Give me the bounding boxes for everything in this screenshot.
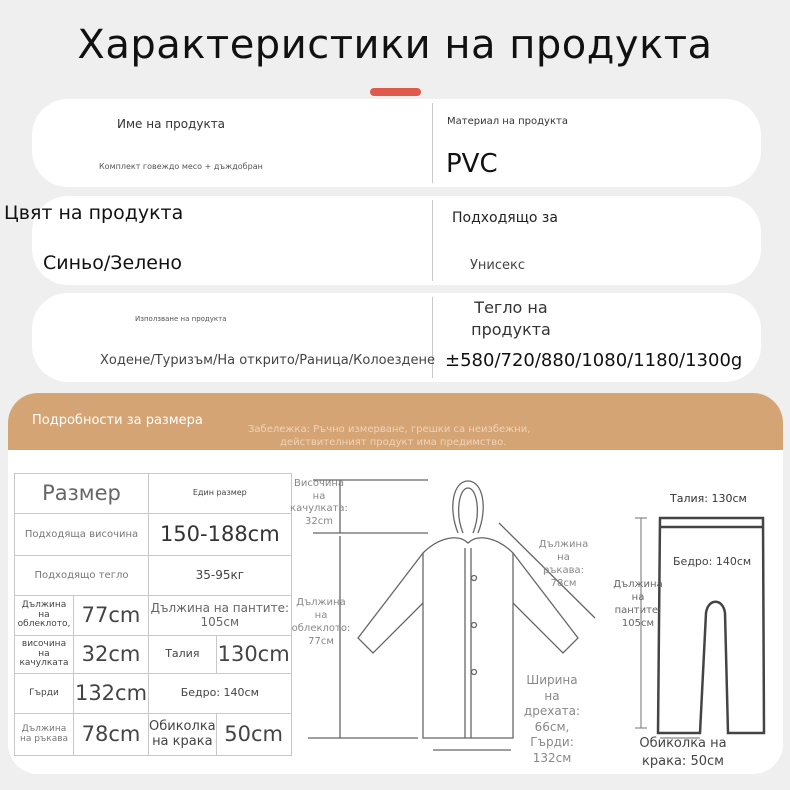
size-details-title: Подробности за размера	[32, 413, 203, 428]
garment-length-label: Дължина на облеклото,	[15, 596, 74, 636]
size-note-line2: действителният продукт има предимство.	[280, 437, 507, 448]
page-title: Характеристики на продукта	[77, 22, 713, 68]
waist-annotation: Талия: 130см	[670, 492, 747, 505]
size-details-header	[8, 393, 783, 450]
product-color-label: Цвят на продукта	[4, 202, 184, 224]
leg-circumference-value: 50cm	[216, 714, 291, 756]
product-color-value: Синьо/Зелено	[43, 252, 183, 274]
leg-circumference-label: Обиколка на крака	[149, 714, 217, 756]
spec-card-color-suitable	[4, 196, 761, 285]
suitable-for-label: Подходящо за	[452, 210, 558, 226]
suitable-height-label: Подходяща височина	[15, 514, 149, 556]
size-table	[14, 473, 292, 756]
sleeve-length-label: Дължина на ръкава	[15, 714, 74, 756]
hood-height-label: височина на качулката	[15, 636, 74, 674]
product-name-label: Име на продукта	[117, 117, 226, 131]
coat-length-annotation: Дължина на облеклото: 77см	[291, 597, 351, 647]
product-weight-value: ±580/720/880/1080/1180/1300g	[445, 350, 743, 371]
product-name-value: Комплект говеждо месо + дъждобран	[99, 162, 263, 171]
hip-annotation: Бедро: 140см	[673, 555, 752, 568]
size-label: Размер	[15, 474, 149, 514]
pants-length-annotation: Дължина на пантите: 105см	[613, 579, 663, 629]
size-note-line1: Забележка: Ръчно измерване, грешки са неизбежни,	[248, 424, 531, 435]
product-weight-label: Тегло на продукта	[471, 298, 551, 340]
card-divider	[432, 200, 433, 281]
spec-card-usage-weight	[32, 293, 761, 382]
size-details-section	[8, 393, 783, 774]
suitable-weight-label: Подходящо тегло	[15, 556, 149, 596]
product-usage-label: Използване на продукта	[135, 315, 227, 323]
hood-height-annotation: Височина на качулката: 32cm	[290, 478, 348, 527]
waist-label: Талия	[149, 636, 217, 674]
pants-length-label: Дължина на пантите: 105см	[149, 596, 292, 636]
chest-label: Гърди	[15, 674, 74, 714]
sleeve-length-value: 78cm	[74, 714, 149, 756]
coat-width-annotation: Ширина на дрехата: 66см, Гърди: 132см	[523, 673, 581, 765]
suitable-height-value: 150-188cm	[149, 514, 292, 556]
sleeve-length-annotation: Дължина на ръкава: 78см	[538, 539, 589, 589]
spec-card-name-material	[32, 99, 761, 187]
waist-value: 130cm	[216, 636, 291, 674]
card-divider	[432, 103, 433, 183]
product-material-label: Материал на продукта	[447, 116, 568, 127]
suitable-for-value: Унисекс	[470, 258, 526, 273]
chest-value: 132cm	[74, 674, 149, 714]
size-value: Един размер	[149, 474, 292, 514]
hood-height-value: 32cm	[74, 636, 149, 674]
title-accent-bar	[370, 88, 421, 96]
product-material-value: PVC	[446, 149, 498, 179]
product-usage-value: Ходене/Туризъм/На открито/Раница/Колоездене	[100, 353, 435, 368]
hip-label: Бедро: 140см	[149, 674, 292, 714]
garment-length-value: 77cm	[74, 596, 149, 636]
suitable-weight-value: 35-95кг	[149, 556, 292, 596]
leg-circumference-annotation: Обиколка на крака: 50см	[639, 736, 727, 769]
